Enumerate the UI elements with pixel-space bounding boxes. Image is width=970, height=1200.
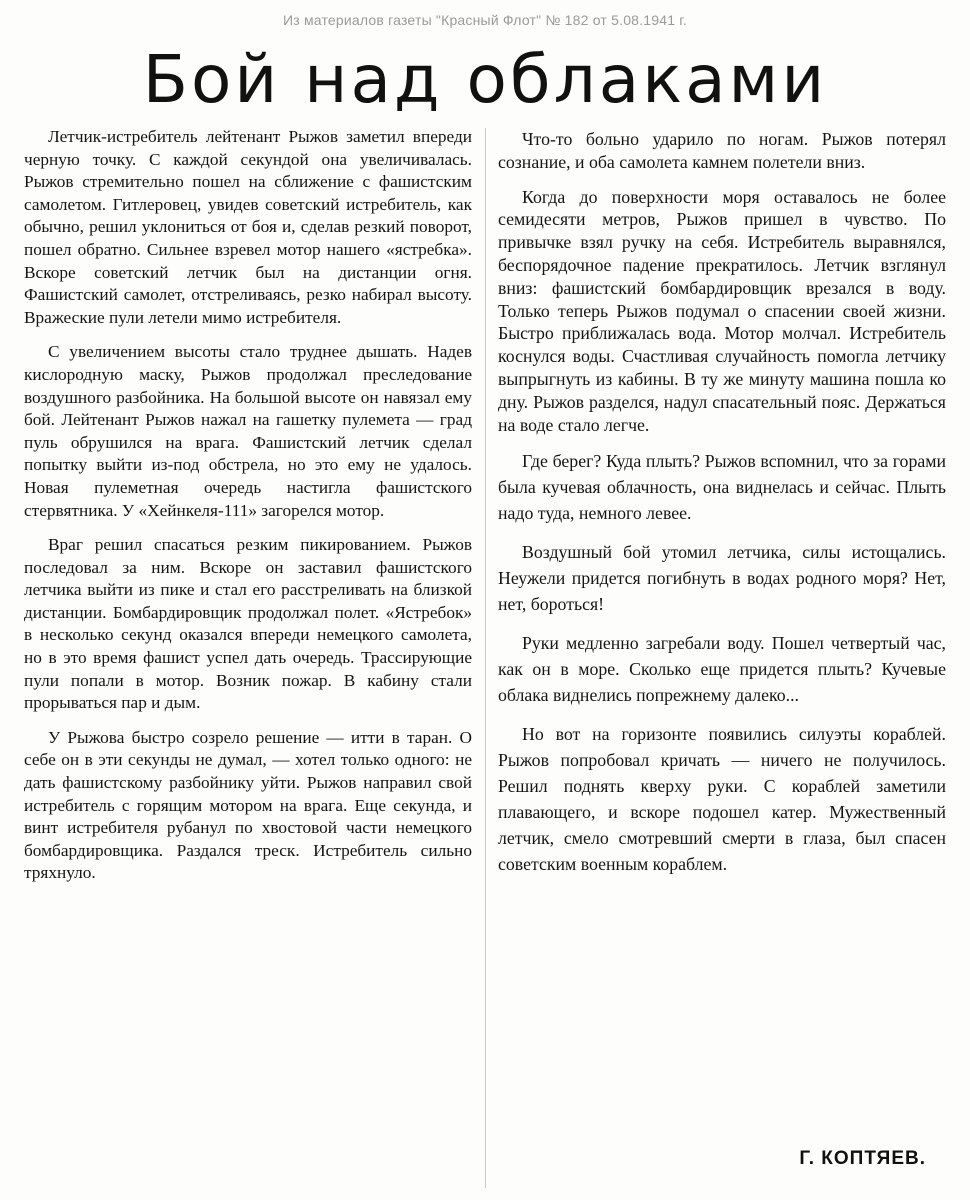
paragraph: С увеличением высоты стало труднее дышать. Надев кислородную маску, Рыжов продолжал преследование воздушного разбойника. На большой высоте он навязал ему бой. Лейтенант Рыжов нажал на гашетку пулемета — град пуль обрушился на врага. Фашистский летчик сделал попытку выйти из-под обстрела, но это ему не удалось. Новая пулеметная очередь настигла фашистского стервятника. У «Хейнкеля-111» загорелся мотор.: [24, 342, 472, 520]
article-column-left: [24, 126, 472, 897]
paragraph: Руки медленно загребали воду. Пошел четвертый час, как он в море. Сколько еще придется плыть? Кучевые облака виднелись попрежнему далеко...: [498, 633, 946, 706]
column-divider: [485, 128, 486, 1188]
paragraph: У Рыжова быстро созрело решение — итти в таран. О себе он в эти секунды не думал, — хотел только одного: не дать фашистскому разбойнику уйти. Рыжов направил свой истребитель с горящим мотором на врага. Еще секунда, и винт истребителя рубанул по хвостовой части немецкого бомбардировщика. Раздался треск. Истребитель сильно тряхнуло.: [24, 727, 472, 883]
article-headline: Бой над облаками: [142, 41, 828, 118]
paragraph: Летчик-истребитель лейтенант Рыжов заметил впереди черную точку. С каждой секундой она увеличивалась. Рыжов стремительно пошел на сближение с фашистским самолетом. Гитлеровец, увидев советский истребитель, как обычно, решил уклониться от боя и, сделав резкий поворот, пошел обратно. Сильнее взревел мотор нашего «ястребка». Вскоре советский летчик был на дистанции огня. Фашистский самолет, отстреливаясь, резко набирал высоту. Вражеские пули летели мимо истребителя.: [24, 127, 472, 327]
source-note: Из материалов газеты "Красный Флот" № 182 от 5.08.1941 г.: [283, 12, 687, 28]
paragraph: Когда до поверхности моря оставалось не более семидесяти метров, Рыжов пришел в чувство. По привычке взял ручку на себя. Истребитель выравнялся, беспорядочное падение прекратилось. Летчик взглянул вниз: фашистский бомбардировщик врезался в воду. Только теперь Рыжов подумал о спасении своей жизни. Быстро приближалась вода. Мотор молчал. Истребитель коснулся воды. Счастливая случайность помогла летчику выпрыгнуть из кабины. В ту же минуту машина пошла ко дну. Рыжов разделся, надул спасательный пояс. Держаться на воде стало легче.: [498, 186, 946, 435]
paragraph: Где берег? Куда плыть? Рыжов вспомнил, что за горами была кучевая облачность, она виднелась и сейчас. Плыть надо туда, немного левее.: [498, 451, 946, 524]
paragraph: Воздушный бой утомил летчика, силы истощались. Неужели придется погибнуть в водах родного моря? Нет, нет, бороться!: [498, 542, 946, 615]
author-signature: Г. КОПТЯЕВ.: [799, 1148, 926, 1169]
paragraph: Враг решил спасаться резким пикированием. Рыжов последовал за ним. Вскоре он заставил фашистского летчика выйти из пике и стал его расстреливать на близкой дистанции. Бомбардировщик продолжал полет. «Ястребок» в несколько секунд оказался впереди немецкого самолета, но в это время фашист успел дать очередь. Трассирующие пули попали в мотор. Возник пожар. В кабину стали прорываться пар и дым.: [24, 535, 472, 713]
paragraph: Что-то больно ударило по ногам. Рыжов потерял сознание, и оба самолета камнем полетели вниз.: [498, 129, 946, 172]
article-column-right: [498, 128, 946, 890]
paragraph: Но вот на горизонте появились силуэты кораблей. Рыжов попробовал кричать — ничего не получилось. Решил поднять кверху руки. С кораблей заметили плавающего, и вскоре подошел катер. Мужественный летчик, смело смотревший смерти в глаза, был спасен советским военным кораблем.: [498, 724, 946, 875]
